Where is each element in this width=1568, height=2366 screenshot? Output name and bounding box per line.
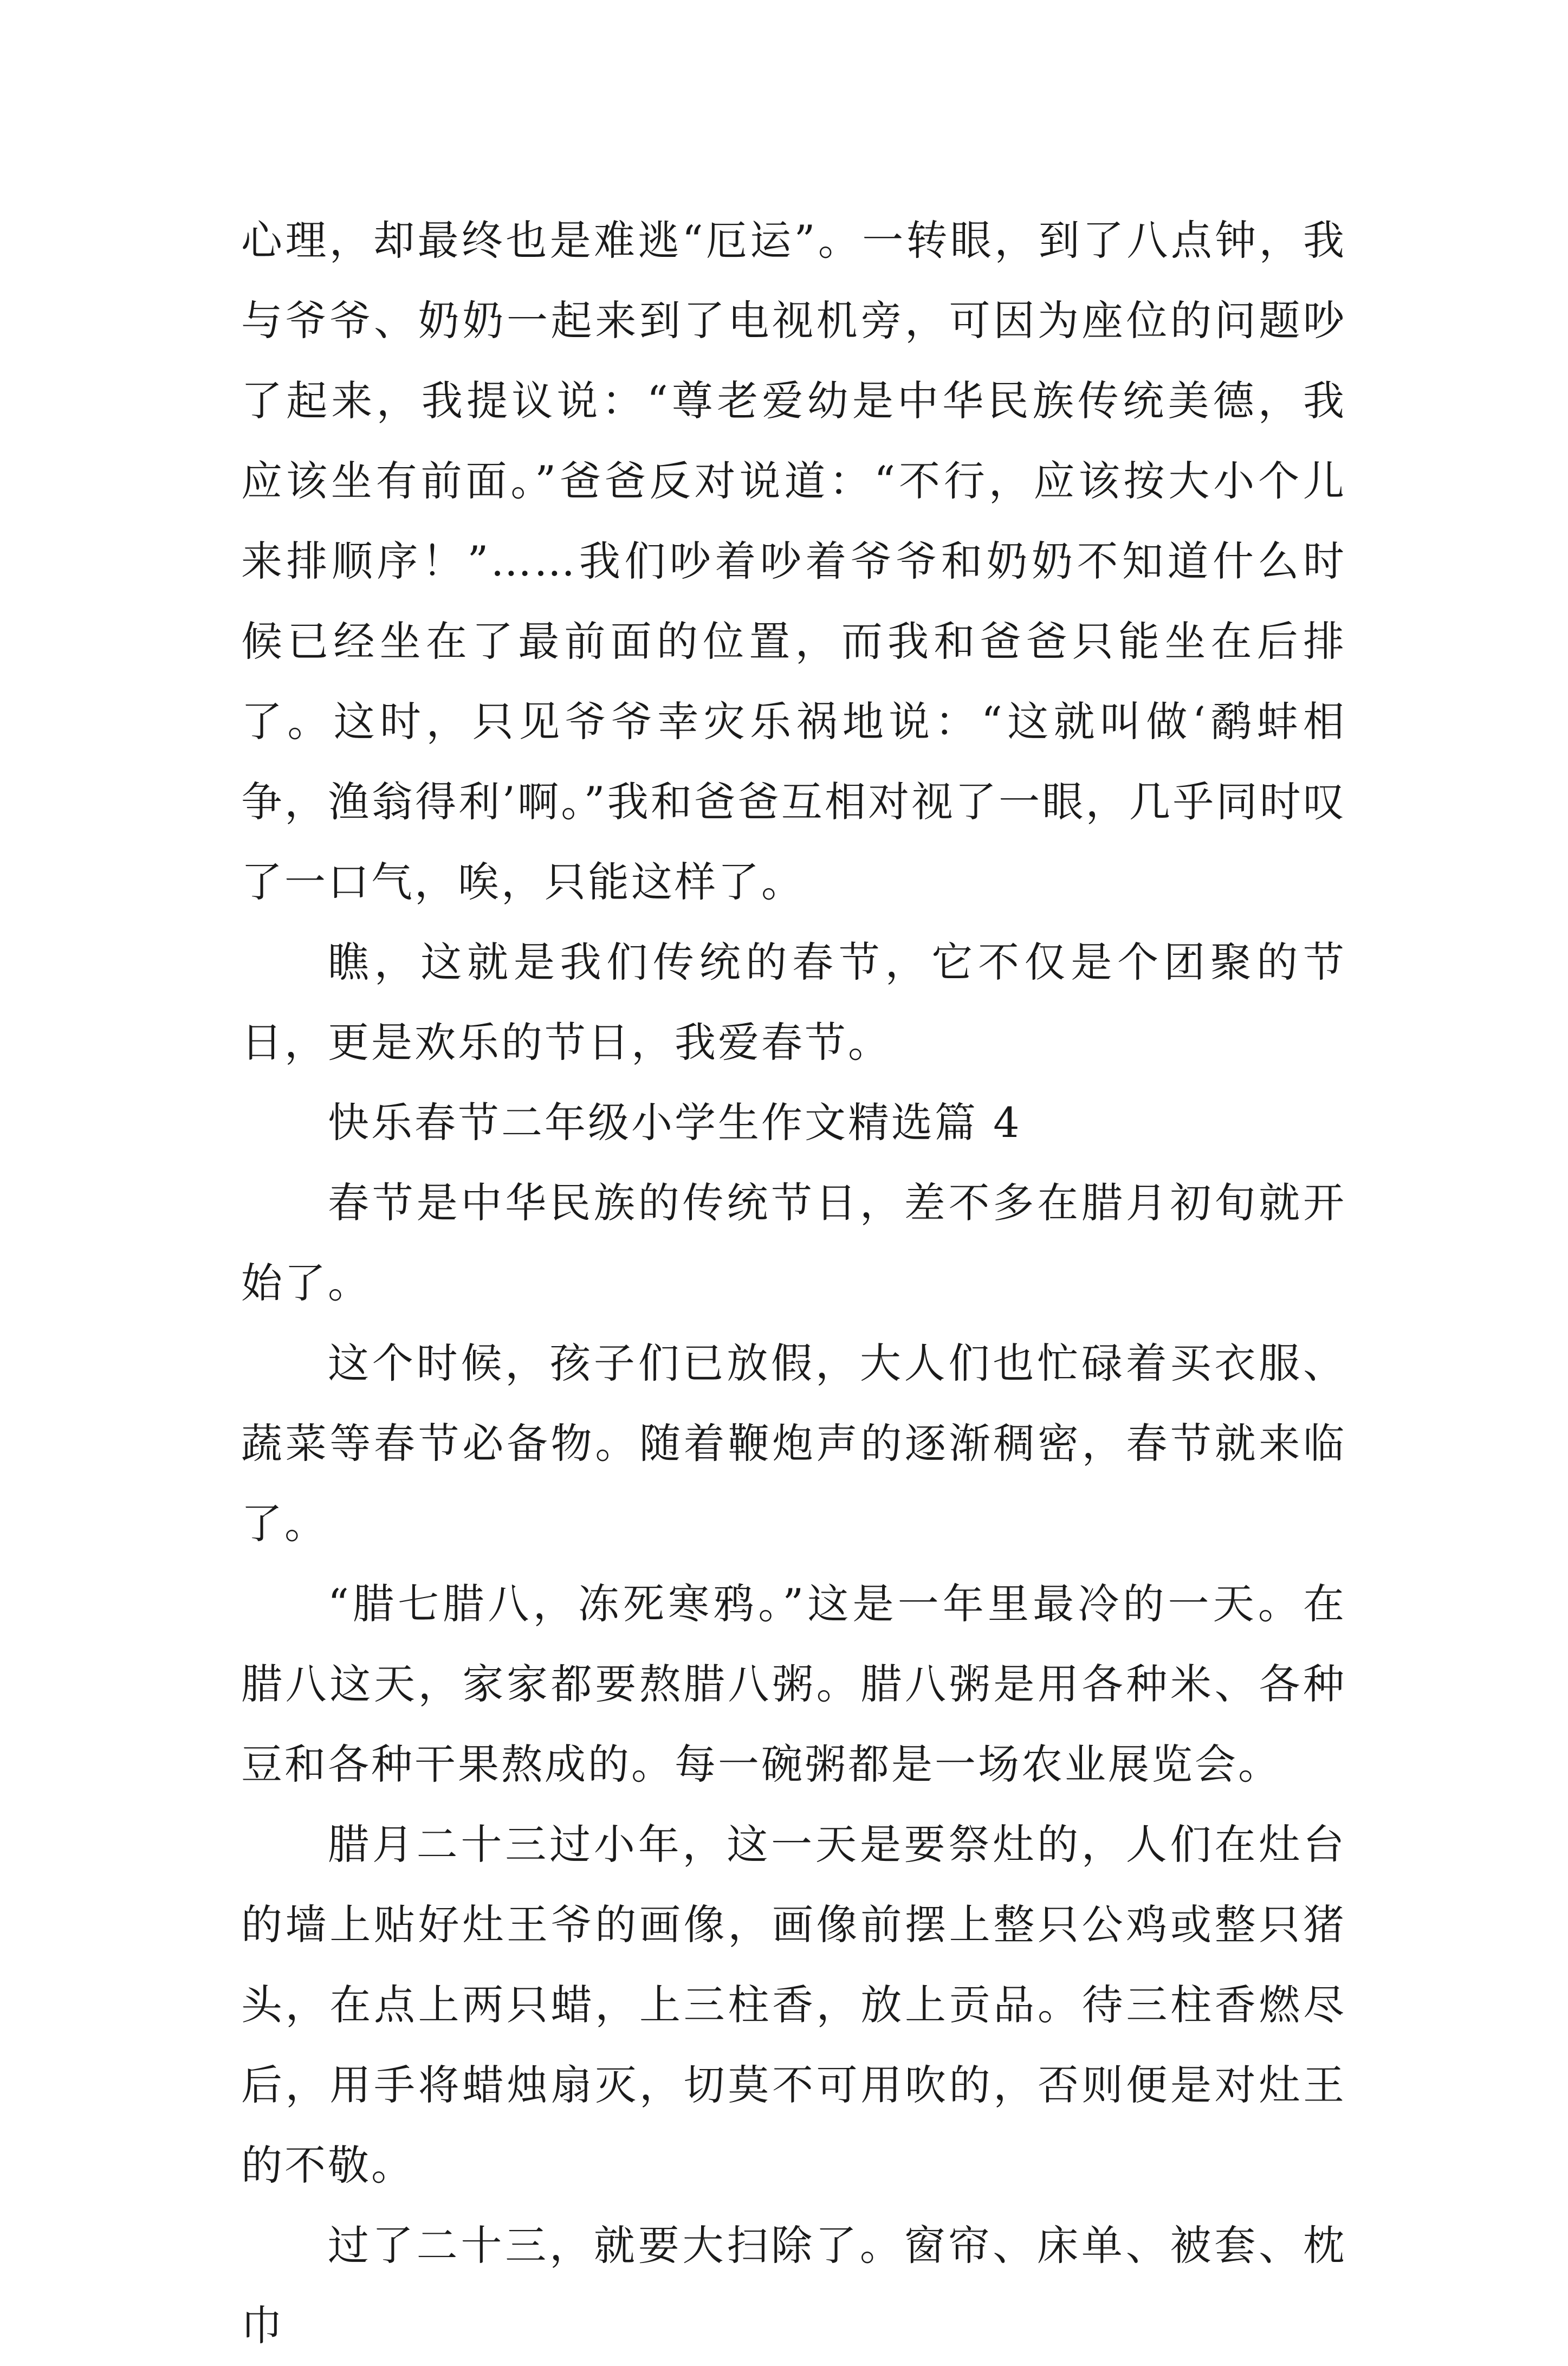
paragraph-continued: 心理，却最终也是难逃“厄运”。一转眼，到了八点钟，我与爷爷、奶奶一起来到了电视机旁，可因为座位的问题吵了起来，我提议说：“尊老爱幼是中华民族传统美德，我应该坐有前面。”爸爸反对说道：“不行，应该按大小个儿来排顺序！”……我们吵着吵着爷爷和奶奶不知道什么时候已经坐在了最前面的位置，而我和爸爸只能坐在后排了。这时，只见爷爷幸灾乐祸地说：“这就叫做‘鹬蚌相争，渔翁得利’啊。”我和爸爸互相对视了一眼，几乎同时叹了一口气，唉，只能这样了。 [241, 216, 1346, 906]
paragraph-cleaning: 过了二十三，就要大扫除了。窗帘、床单、被套、枕巾 [241, 2221, 1346, 2350]
paragraph-xiaonian: 腊月二十三过小年，这一天是要祭灶的，人们在灶台的墙上贴好灶王爷的画像，画像前摆上整只公鸡或整只猪头，在点上两只蜡，上三柱香，放上贡品。待三柱香燃尽后，用手将蜡烛扇灭，切莫不可用吹的，否则便是对灶王的不敬。 [241, 1820, 1346, 2189]
paragraph-intro: 春节是中华民族的传统节日，差不多在腊月初旬就开始了。 [241, 1179, 1346, 1307]
essay-heading: 快乐春节二年级小学生作文精选篇 4 [328, 1098, 1022, 1147]
paragraph-conclusion: 瞧，这就是我们传统的春节，它不仅是个团聚的节日，更是欢乐的节日，我爱春节。 [241, 938, 1346, 1066]
paragraph-preparation: 这个时候，孩子们已放假，大人们也忙碌着买衣服、蔬菜等春节必备物。随着鞭炮声的逐渐稠密，春节就来临了。 [241, 1339, 1346, 1548]
paragraph-laba: “腊七腊八，冻死寒鸦。”这是一年里最冷的一天。在腊八这天，家家都要熬腊八粥。腊八粥是用各种米、各种豆和各种干果熬成的。每一碗粥都是一场农业展览会。 [241, 1580, 1346, 1788]
essay-body [241, 201, 1346, 2366]
